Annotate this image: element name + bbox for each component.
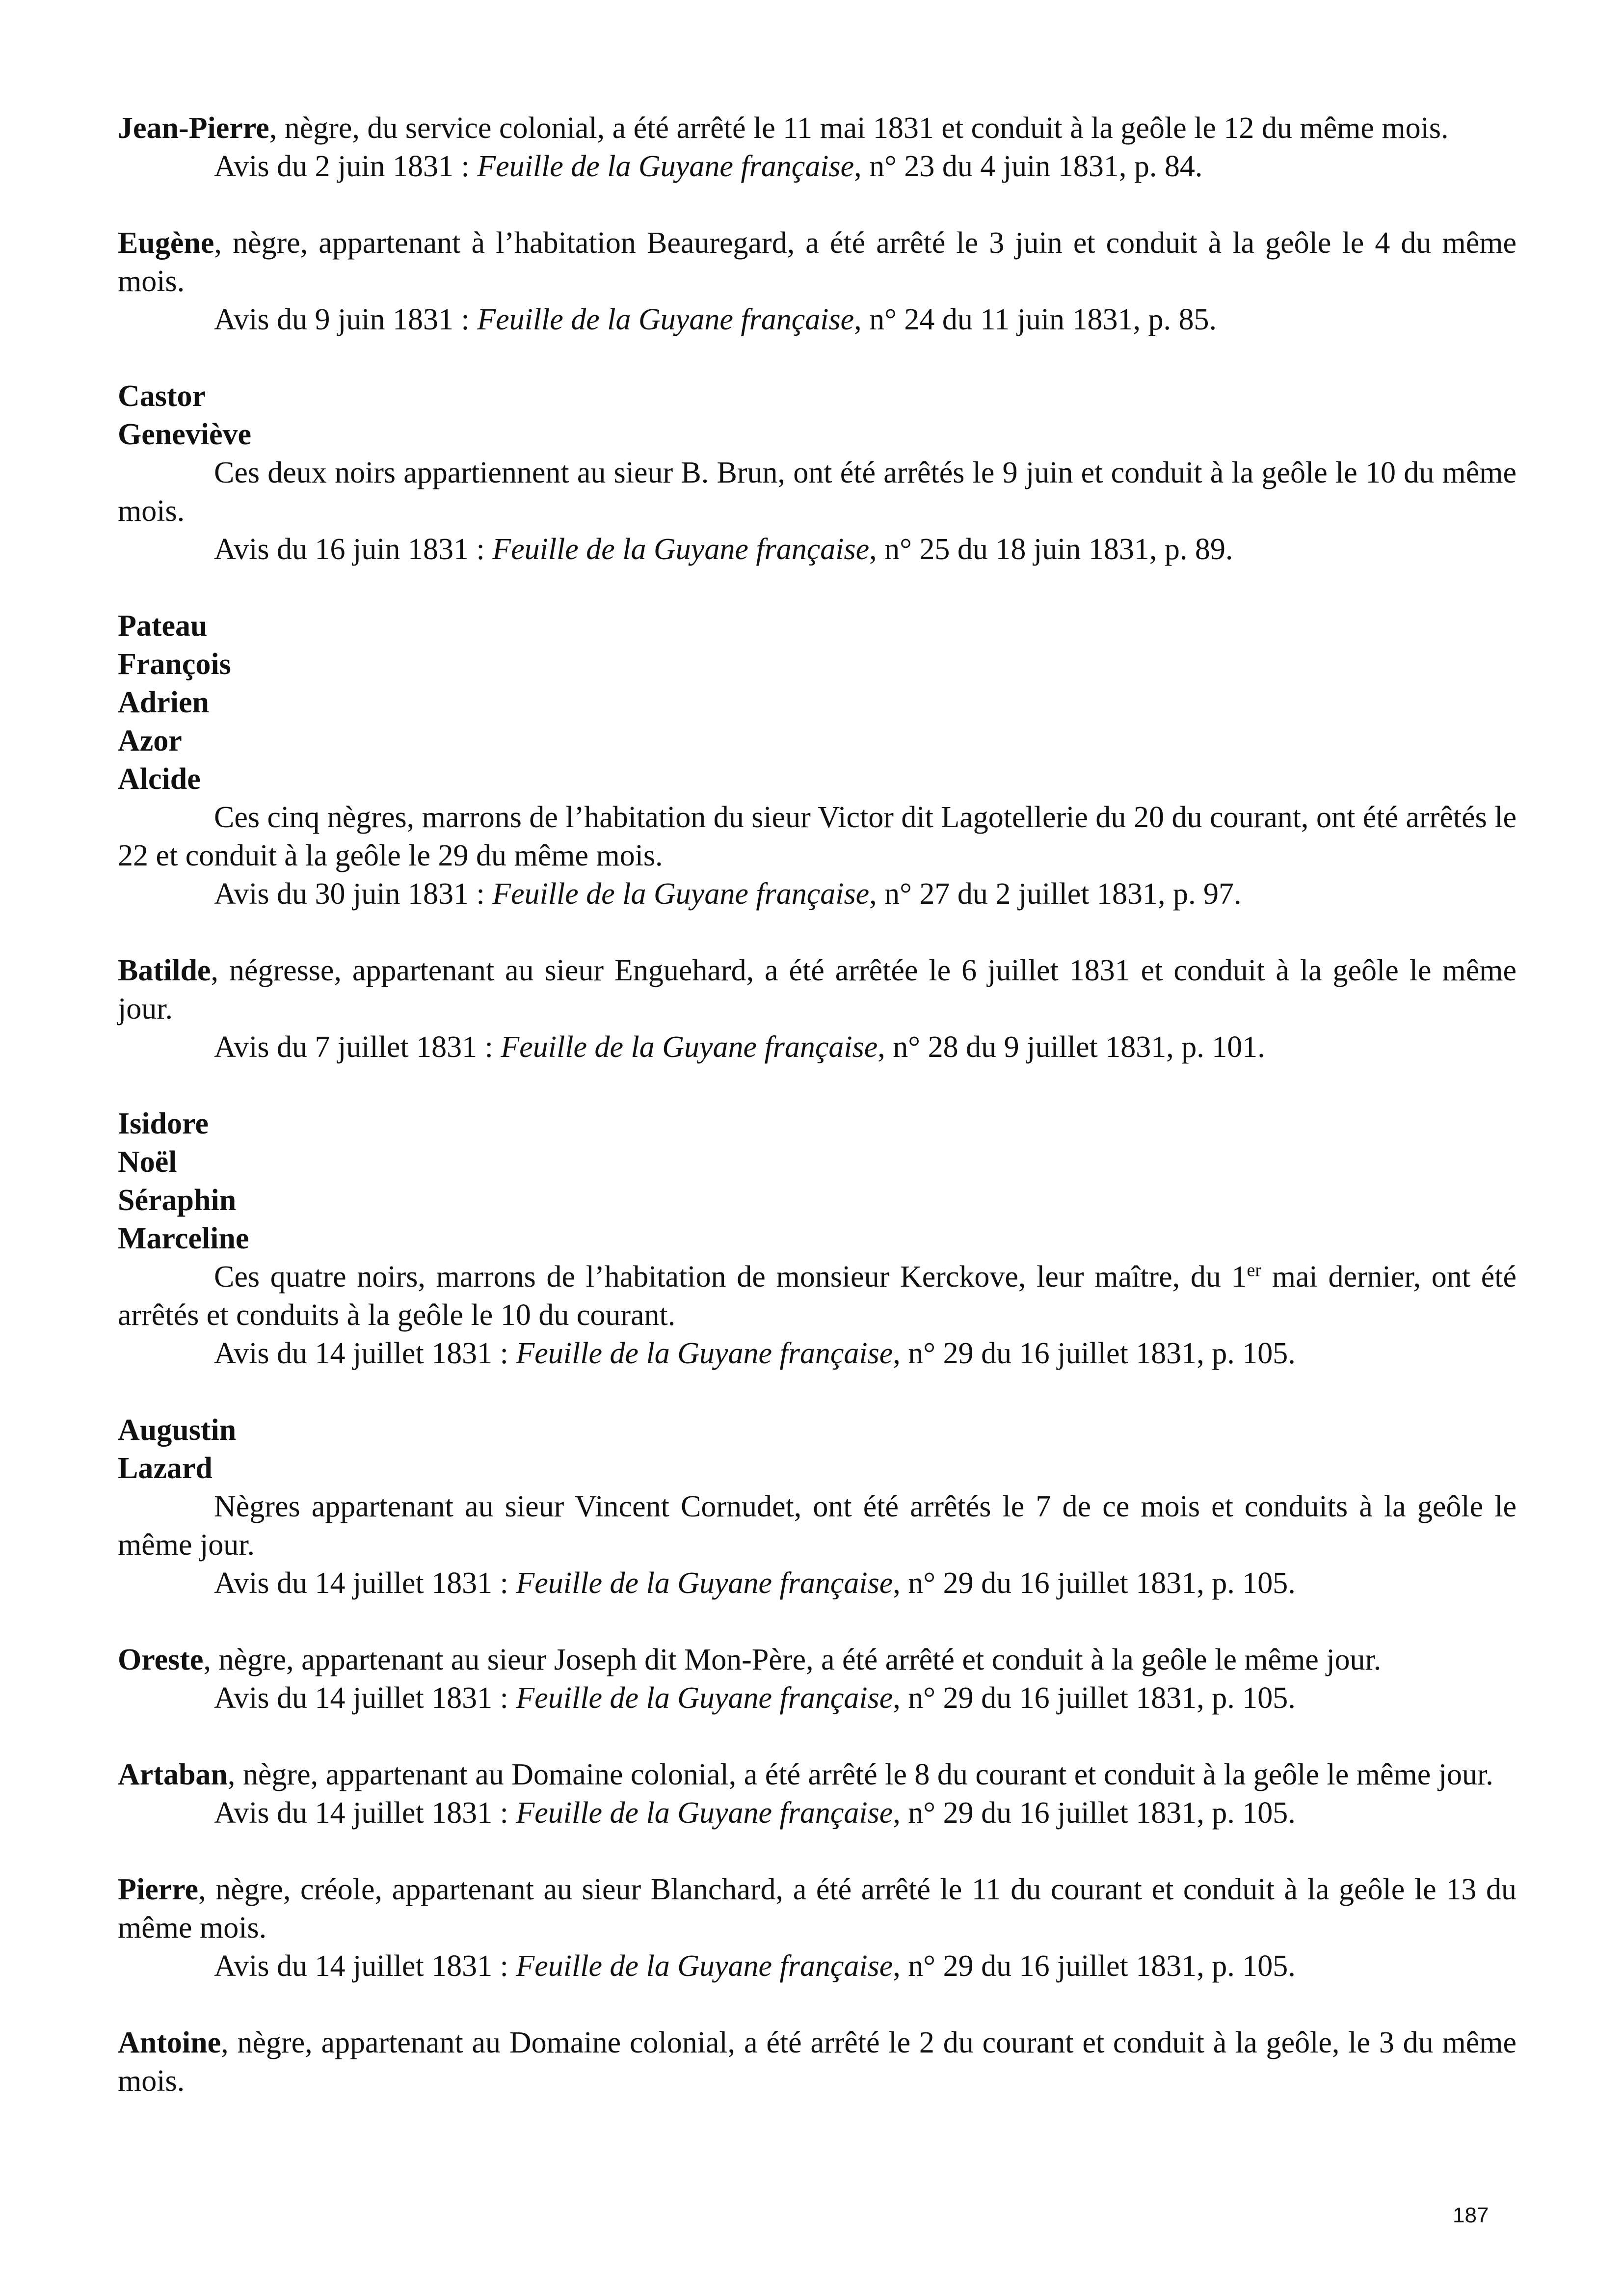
- entry-description: Batilde, négresse, appartenant au sieur Enguehard, a été arrêtée le 6 juillet 1831 et conduit à la geôle le même jour.: [118, 954, 1517, 1026]
- entry-artaban: [118, 1756, 1517, 1832]
- entry-names: [118, 1105, 1517, 1258]
- journal-title: Feuille de la Guyane française: [477, 150, 854, 183]
- journal-title: Feuille de la Guyane française: [516, 1681, 893, 1715]
- entry-name: Artaban: [118, 1758, 228, 1791]
- entry-citation: Avis du 14 juillet 1831 : Feuille de la Guyane française, n° 29 du 16 juillet 1831, p. 105.: [214, 1681, 1296, 1715]
- entry-name: Oreste: [118, 1643, 204, 1676]
- entry-names: [118, 377, 1517, 454]
- entry-name: Marceline: [118, 1222, 249, 1255]
- entry-description: Jean-Pierre, nègre, du service colonial, a été arrêté le 11 mai 1831 et conduit à la geôle le 12 du même mois.: [118, 111, 1449, 145]
- journal-title: Feuille de la Guyane française: [477, 303, 854, 336]
- journal-title: Feuille de la Guyane française: [516, 1567, 893, 1600]
- document-page: [118, 109, 1517, 2138]
- entry-description: Ces cinq nègres, marrons de l’habitation du sieur Victor dit Lagotellerie du 20 du courant, ont été arrêtés le 22 et conduit à la geôle le 29 du même mois.: [118, 801, 1517, 872]
- ordinal-superscript: er: [1247, 1260, 1262, 1281]
- entry-name: François: [118, 648, 231, 681]
- entry-citation: Avis du 16 juin 1831 : Feuille de la Guyane française, n° 25 du 18 juin 1831, p. 89.: [214, 533, 1233, 566]
- entry-name: Azor: [118, 724, 182, 757]
- entry-description: Eugène, nègre, appartenant à l’habitation Beauregard, a été arrêté le 3 juin et conduit à la geôle le 4 du même mois.: [118, 226, 1517, 298]
- entry-pateau-group: [118, 607, 1517, 913]
- entry-description: Artaban, nègre, appartenant au Domaine colonial, a été arrêté le 8 du courant et conduit à la geôle le même jour.: [118, 1758, 1493, 1791]
- page-number: 187: [1453, 2203, 1489, 2227]
- entry-citation: Avis du 14 juillet 1831 : Feuille de la Guyane française, n° 29 du 16 juillet 1831, p. 105.: [214, 1337, 1296, 1370]
- entry-description: Nègres appartenant au sieur Vincent Cornudet, ont été arrêtés le 7 de ce mois et conduits à la geôle le même jour.: [118, 1490, 1517, 1562]
- entry-citation: Avis du 14 juillet 1831 : Feuille de la Guyane française, n° 29 du 16 juillet 1831, p. 105.: [214, 1949, 1296, 1983]
- entry-citation: Avis du 7 juillet 1831 : Feuille de la Guyane française, n° 28 du 9 juillet 1831, p. 101.: [214, 1030, 1265, 1064]
- journal-title: Feuille de la Guyane française: [501, 1030, 878, 1064]
- entry-citation: Avis du 14 juillet 1831 : Feuille de la Guyane française, n° 29 du 16 juillet 1831, p. 105.: [214, 1796, 1296, 1830]
- entry-isidore-group: [118, 1105, 1517, 1373]
- entry-name: Antoine: [118, 2026, 221, 2059]
- entry-description: Oreste, nègre, appartenant au sieur Joseph dit Mon-Père, a été arrêté et conduit à la geôle le même jour.: [118, 1643, 1382, 1676]
- entry-batilde: [118, 951, 1517, 1066]
- entry-citation: Avis du 9 juin 1831 : Feuille de la Guyane française, n° 24 du 11 juin 1831, p. 85.: [214, 303, 1217, 336]
- entry-name: Augustin: [118, 1413, 237, 1447]
- entry-description: Ces deux noirs appartiennent au sieur B. Brun, ont été arrêtés le 9 juin et conduit à la geôle le 10 du même mois.: [118, 456, 1517, 528]
- entry-antoine: [118, 2024, 1517, 2100]
- entry-name: Adrien: [118, 686, 209, 719]
- entry-citation: Avis du 30 juin 1831 : Feuille de la Guyane française, n° 27 du 2 juillet 1831, p. 97.: [214, 877, 1242, 911]
- entry-name: Geneviève: [118, 418, 252, 451]
- entry-names: [118, 1411, 1517, 1487]
- entry-name: Alcide: [118, 762, 201, 796]
- entry-name: Castor: [118, 379, 206, 413]
- entry-name: Isidore: [118, 1107, 209, 1140]
- entry-pierre: [118, 1870, 1517, 1985]
- entry-citation: Avis du 2 juin 1831 : Feuille de la Guyane française, n° 23 du 4 juin 1831, p. 84.: [214, 150, 1203, 183]
- entry-citation: Avis du 14 juillet 1831 : Feuille de la Guyane française, n° 29 du 16 juillet 1831, p. 105.: [214, 1567, 1296, 1600]
- entry-description: Ces quatre noirs, marrons de l’habitation de monsieur Kerckove, leur maître, du 1er mai dernier, ont été arrêtés et conduits à la geôle le 10 du courant.: [118, 1260, 1517, 1332]
- entry-name: Noël: [118, 1145, 177, 1179]
- entry-description: Antoine, nègre, appartenant au Domaine colonial, a été arrêté le 2 du courant et conduit à la geôle, le 3 du même mois.: [118, 2026, 1517, 2098]
- entry-name: Batilde: [118, 954, 211, 987]
- journal-title: Feuille de la Guyane française: [492, 533, 870, 566]
- entry-name: Lazard: [118, 1452, 213, 1485]
- entry-name: Séraphin: [118, 1184, 237, 1217]
- entry-name: Jean-Pierre: [118, 111, 269, 145]
- entry-oreste: [118, 1641, 1517, 1717]
- entry-description: Pierre, nègre, créole, appartenant au sieur Blanchard, a été arrêté le 11 du courant et conduit à la geôle le 13 du même mois.: [118, 1873, 1517, 1945]
- journal-title: Feuille de la Guyane française: [516, 1949, 893, 1983]
- journal-title: Feuille de la Guyane française: [516, 1796, 893, 1830]
- entry-eugene: [118, 224, 1517, 339]
- journal-title: Feuille de la Guyane française: [492, 877, 870, 911]
- entry-names: [118, 607, 1517, 798]
- entry-augustin-lazard: [118, 1411, 1517, 1602]
- journal-title: Feuille de la Guyane française: [516, 1337, 893, 1370]
- entry-name: Pierre: [118, 1873, 199, 1906]
- entry-name: Pateau: [118, 609, 208, 643]
- entry-name: Eugène: [118, 226, 214, 260]
- entry-castor-genevieve: [118, 377, 1517, 568]
- entry-jean-pierre: [118, 109, 1517, 186]
